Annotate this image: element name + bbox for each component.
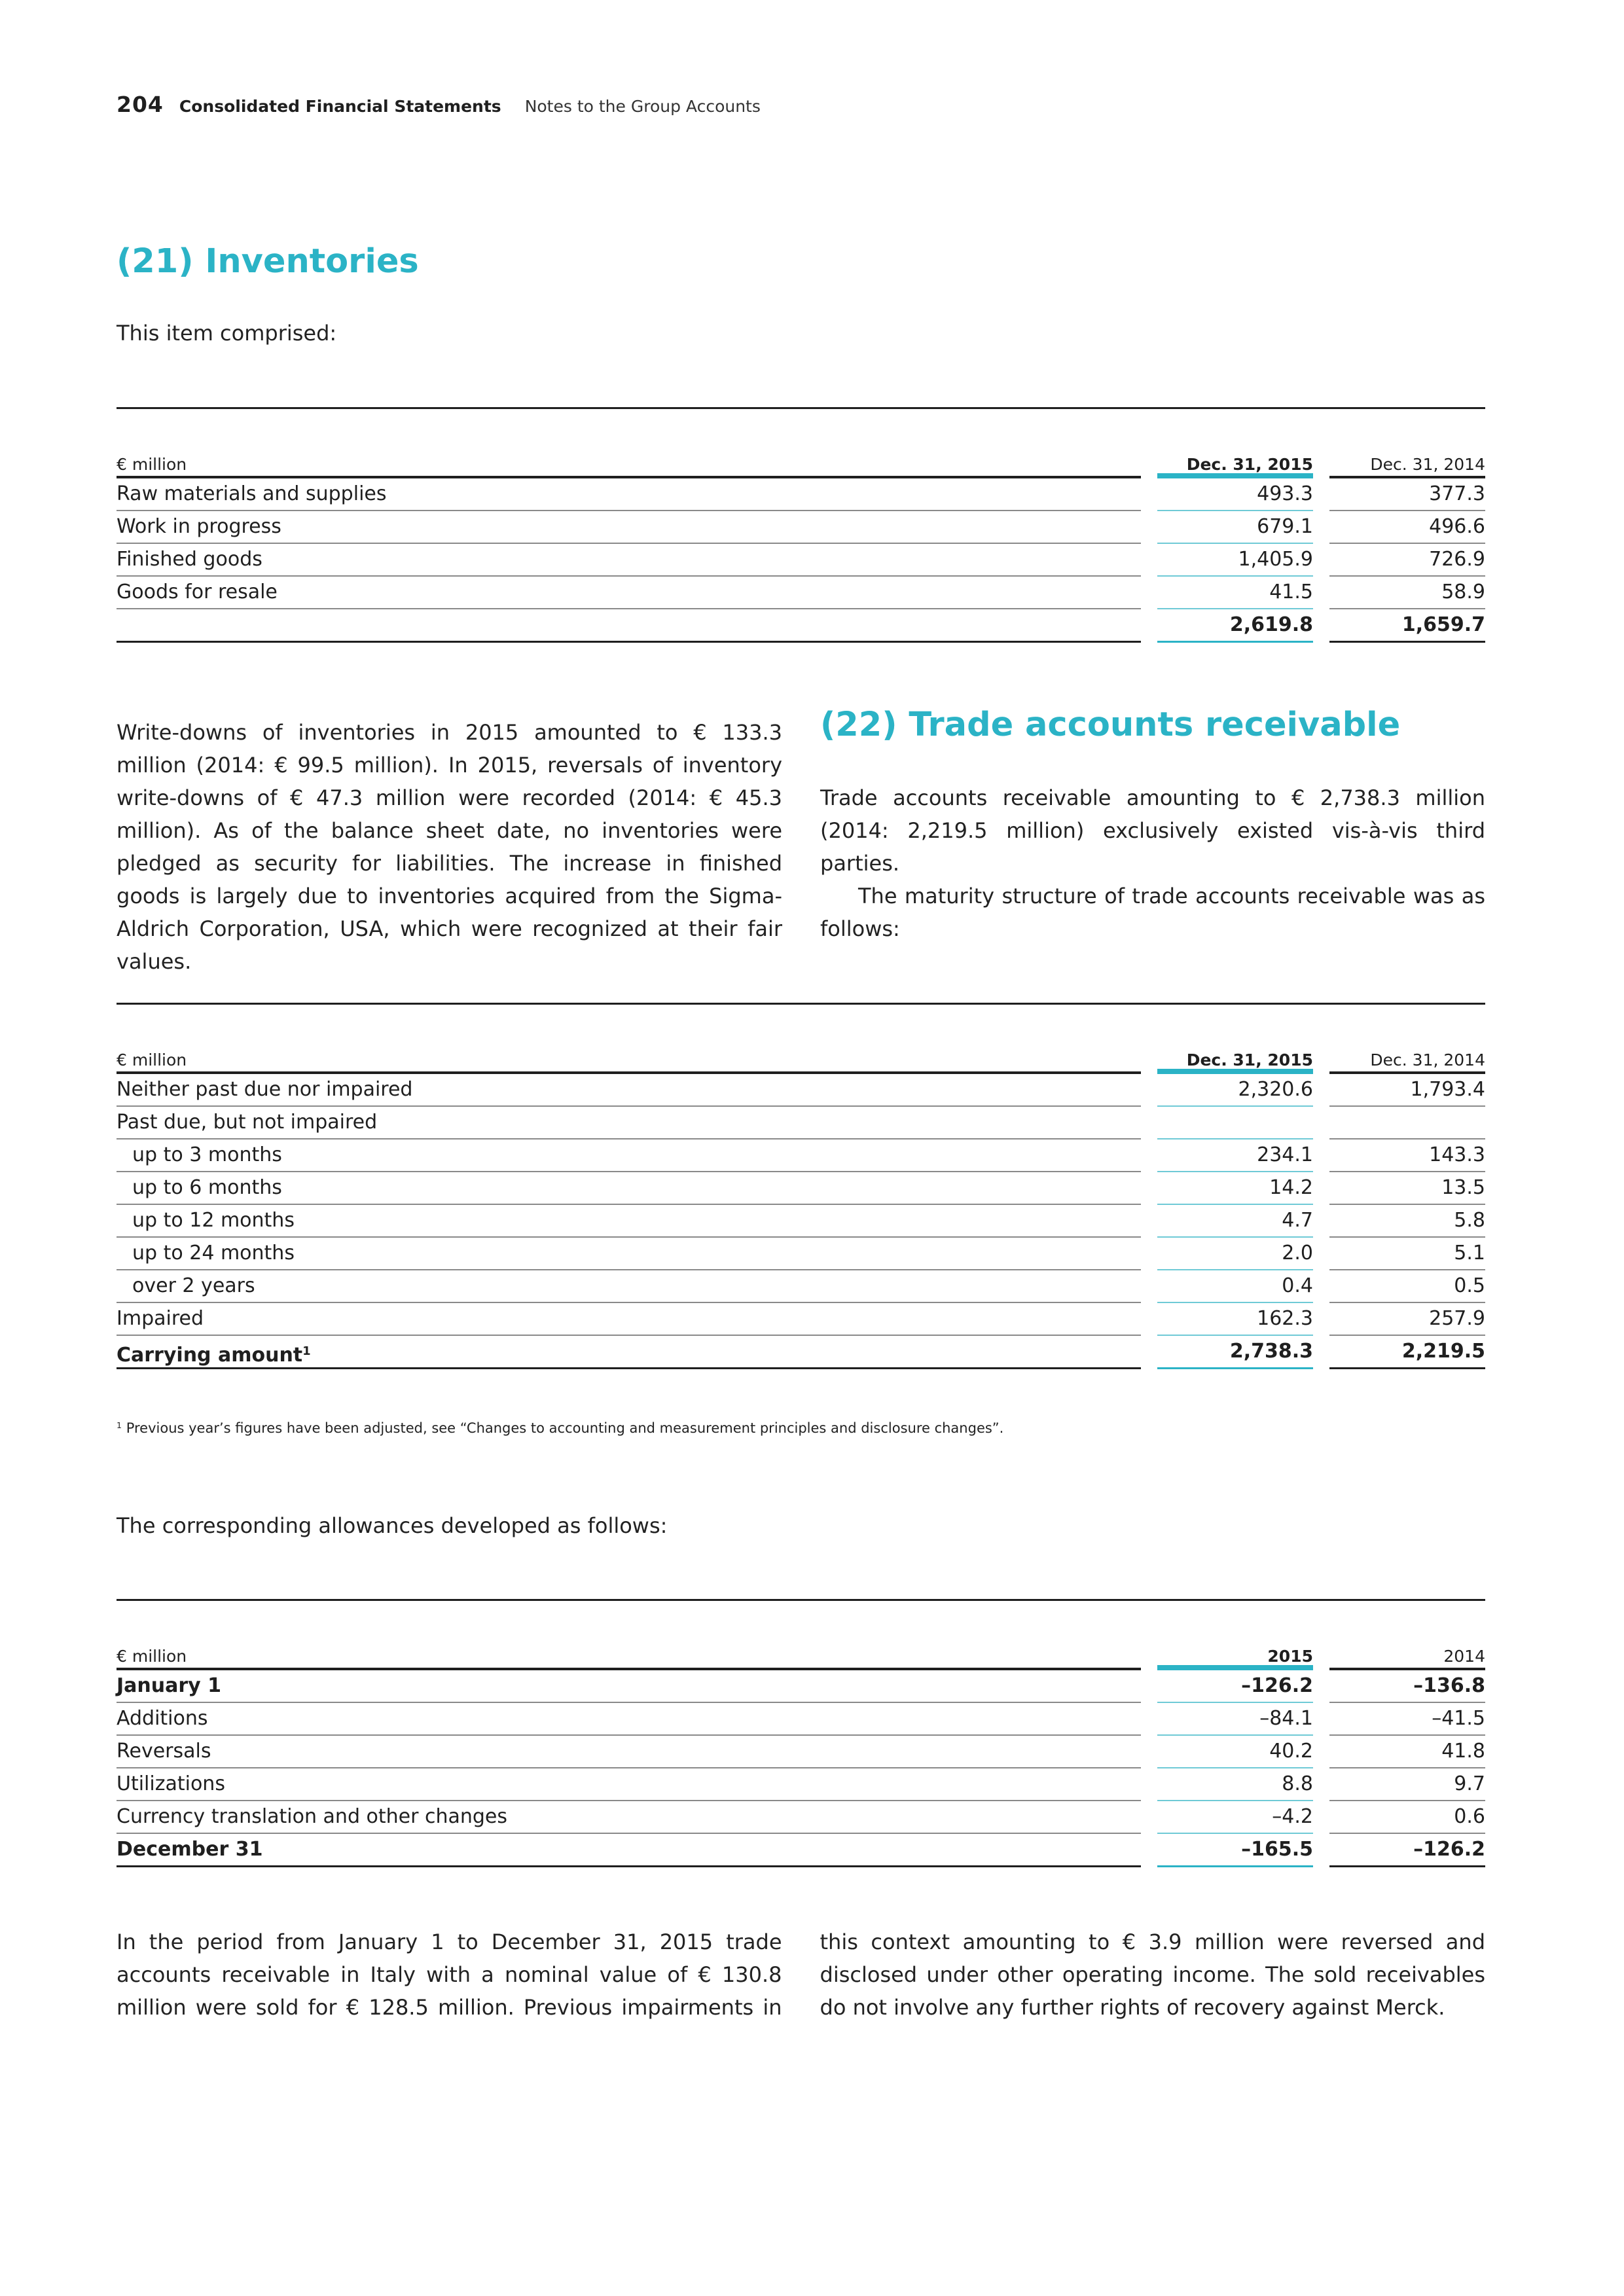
allowances-intro: The corresponding allowances developed as follows: — [117, 1513, 668, 1538]
allowances-table — [117, 1599, 1485, 1867]
table-row: Impaired 162.3 257.9 — [117, 1303, 1485, 1336]
table-row: Work in progress 679.1 496.6 — [117, 511, 1485, 544]
page-number: 204 — [117, 92, 164, 117]
table-row: Neither past due nor impaired 2,320.6 1,793.4 — [117, 1074, 1485, 1107]
table-row: Additions –84.1 –41.5 — [117, 1703, 1485, 1736]
footnote — [117, 1420, 1003, 1436]
table-row: Raw materials and supplies 493.3 377.3 — [117, 478, 1485, 511]
unit-label: € million — [117, 446, 1141, 478]
footnote-reference: 1 — [302, 1344, 311, 1358]
subsection-title: Notes to the Group Accounts — [524, 97, 761, 116]
receivables-paragraph-1: Trade accounts receivable amounting to € 2,738.3 million (2014: 2,219.5 million) exclusively existed vis-à-vis third parties. — [820, 785, 1485, 876]
table-row: Reversals 40.2 41.8 — [117, 1736, 1485, 1768]
table-row: Past due, but not impaired — [117, 1107, 1485, 1139]
column-header-2015: Dec. 31, 2015 — [1157, 1041, 1313, 1074]
column-header-2014: Dec. 31, 2014 — [1329, 1041, 1485, 1074]
inventories-heading: (21) Inventories — [117, 242, 419, 281]
table-header-row — [117, 446, 1485, 478]
running-header — [117, 92, 761, 118]
footnote-marker: 1 — [117, 1420, 122, 1431]
table-row: up to 6 months 14.2 13.5 — [117, 1172, 1485, 1205]
unit-label: € million — [117, 1638, 1141, 1670]
inventories-writedowns-text: Write-downs of inventories in 2015 amounted to € 133.3 million (2014: € 99.5 million). In 2015, reversals of inventory write-downs of € 47.3 million were recorded (2014: € 45.3 million). As of the balance sheet date, no inventories were pledged as security for liabilities. The increase in finished goods is largely due to inventories acquired from the Sigma-Aldrich Corporation, USA, which were recognized at their fair values. — [117, 720, 782, 974]
unit-label: € million — [117, 1041, 1141, 1074]
column-header-2014: Dec. 31, 2014 — [1329, 446, 1485, 478]
table-header-row — [117, 1041, 1485, 1074]
closing-paragraph: In the period from January 1 to December 31, 2015 trade accounts receivable in Italy with a nominal value of € 130.8 million were sold for € 128.5 million. Previous impairments in this context amounting to € 3.9 million were reversed and disclosed under other operating income. The sold receivables do not involve any further rights of recovery against Merck. — [117, 1929, 1485, 2020]
table-row: Currency translation and other changes –4.2 0.6 — [117, 1801, 1485, 1834]
table-row: up to 3 months 234.1 143.3 — [117, 1139, 1485, 1172]
column-header-2014: 2014 — [1329, 1638, 1485, 1670]
receivables-maturity-table — [117, 1003, 1485, 1369]
column-header-2015: Dec. 31, 2015 — [1157, 446, 1313, 478]
table-row: over 2 years 0.4 0.5 — [117, 1270, 1485, 1303]
receivables-paragraph-2: The maturity structure of trade accounts receivable was as follows: — [820, 884, 1485, 941]
inventories-intro: This item comprised: — [117, 321, 337, 346]
footnote-text: Previous year’s figures have been adjusted, see “Changes to accounting and measurement principles and disclosure changes”. — [126, 1420, 1004, 1436]
table-total-row: December 31 –165.5 –126.2 — [117, 1834, 1485, 1867]
table-row: January 1 –126.2 –136.8 — [117, 1670, 1485, 1703]
receivables-heading: (22) Trade accounts receivable — [820, 706, 1401, 744]
column-header-2015: 2015 — [1157, 1638, 1313, 1670]
table-row: up to 12 months 4.7 5.8 — [117, 1205, 1485, 1238]
table-total-row: Carrying amount$^1$ 2,738.3 2,219.5 — [117, 1336, 1485, 1369]
table-total-row: 2,619.8 1,659.7 — [117, 609, 1485, 642]
table-row: Finished goods 1,405.9 726.9 — [117, 544, 1485, 577]
inventories-table — [117, 407, 1485, 642]
table-row: up to 24 months 2.0 5.1 — [117, 1238, 1485, 1270]
table-row: Goods for resale 41.5 58.9 — [117, 577, 1485, 609]
section-title: Consolidated Financial Statements — [179, 97, 501, 116]
table-header-row — [117, 1638, 1485, 1670]
carrying-amount-label: Carrying amount — [117, 1343, 303, 1367]
table-row: Utilizations 8.8 9.7 — [117, 1768, 1485, 1801]
